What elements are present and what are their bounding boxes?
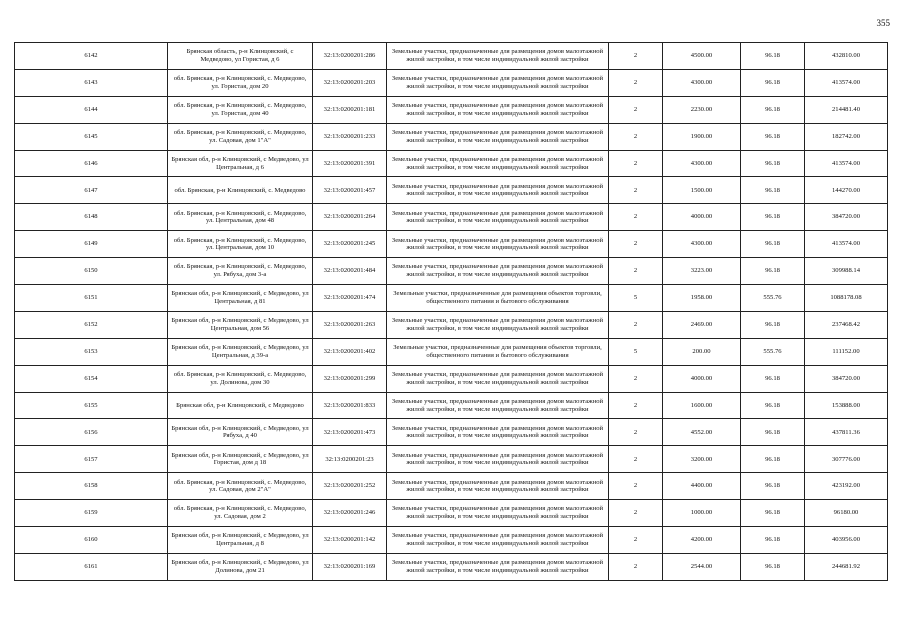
- table-row: [15, 150, 888, 177]
- land-use-cell: Земельные участки, предназначенные для размещения домов малоэтажной жилой застройки, в том числе индивидуальной жилой застройки: [387, 69, 609, 96]
- table-row: [15, 258, 888, 285]
- cadastral-value-cell: 182742.00: [805, 123, 888, 150]
- area-cell: 3223.00: [663, 258, 741, 285]
- table-row: [15, 96, 888, 123]
- cadastral-value-cell: 144270.00: [805, 177, 888, 204]
- cadastral-number-cell: 32:13:0200201:23: [313, 446, 387, 473]
- address-cell: обл. Брянская, р-н Клинцовский, с. Медведово, ул. Центральная, дом 10: [168, 231, 313, 258]
- rate-cell: 96.18: [741, 500, 805, 527]
- row-number-cell: 6144: [15, 96, 168, 123]
- address-cell: Брянская обл, р-н Клинцовский, с Медведово, ул Центральная, д 39-а: [168, 338, 313, 365]
- address-cell: Брянская обл, р-н Клинцовский, с Медведово, ул Центральная, д 8: [168, 527, 313, 554]
- cadastral-value-cell: 153888.00: [805, 392, 888, 419]
- cadastral-number-cell: 32:13:0200201:169: [313, 553, 387, 580]
- group-cell: 2: [609, 500, 663, 527]
- area-cell: 1958.00: [663, 285, 741, 312]
- area-cell: 4300.00: [663, 150, 741, 177]
- row-number-cell: 6152: [15, 311, 168, 338]
- address-cell: обл. Брянская, р-н Клинцовский, с. Медведово, ул. Садовая, дом 2: [168, 500, 313, 527]
- address-cell: Брянская обл, р-н Клинцовский, с Медведово, ул Центральная, дом 56: [168, 311, 313, 338]
- row-number-cell: 6156: [15, 419, 168, 446]
- table-row: [15, 204, 888, 231]
- group-cell: 2: [609, 177, 663, 204]
- area-cell: 4200.00: [663, 527, 741, 554]
- address-cell: обл. Брянская, р-н Клинцовский, с. Медведово, ул. Долинова, дом 30: [168, 365, 313, 392]
- cadastral-number-cell: 32:13:0200201:245: [313, 231, 387, 258]
- land-use-cell: Земельные участки, предназначенные для размещения домов малоэтажной жилой застройки, в том числе индивидуальной жилой застройки: [387, 43, 609, 70]
- area-cell: 4000.00: [663, 365, 741, 392]
- row-number-cell: 6151: [15, 285, 168, 312]
- cadastral-value-cell: 384720.00: [805, 204, 888, 231]
- rate-cell: 96.18: [741, 123, 805, 150]
- row-number-cell: 6154: [15, 365, 168, 392]
- rate-cell: 96.18: [741, 231, 805, 258]
- land-use-cell: Земельные участки, предназначенные для размещения домов малоэтажной жилой застройки, в том числе индивидуальной жилой застройки: [387, 553, 609, 580]
- rate-cell: 555.76: [741, 285, 805, 312]
- cadastral-number-cell: 32:13:0200201:391: [313, 150, 387, 177]
- rate-cell: 96.18: [741, 177, 805, 204]
- group-cell: 2: [609, 527, 663, 554]
- land-use-cell: Земельные участки, предназначенные для размещения объектов торговли, общественного питания и бытового обслуживания: [387, 285, 609, 312]
- group-cell: 2: [609, 150, 663, 177]
- area-cell: 4000.00: [663, 204, 741, 231]
- group-cell: 2: [609, 96, 663, 123]
- area-cell: 1600.00: [663, 392, 741, 419]
- area-cell: 2544.00: [663, 553, 741, 580]
- row-number-cell: 6155: [15, 392, 168, 419]
- cadastral-value-cell: 214481.40: [805, 96, 888, 123]
- cadastral-number-cell: 32:13:0200201:203: [313, 69, 387, 96]
- group-cell: 2: [609, 311, 663, 338]
- cadastral-number-cell: 32:13:0200201:833: [313, 392, 387, 419]
- cadastral-value-cell: 413574.00: [805, 150, 888, 177]
- rate-cell: 96.18: [741, 311, 805, 338]
- area-cell: 1900.00: [663, 123, 741, 150]
- row-number-cell: 6161: [15, 553, 168, 580]
- address-cell: обл. Брянская, р-н Клинцовский, с. Медведово, ул. Садовая, дом 2"А": [168, 473, 313, 500]
- cadastral-value-cell: 307776.00: [805, 446, 888, 473]
- cadastral-number-cell: 32:13:0200201:286: [313, 43, 387, 70]
- group-cell: 2: [609, 69, 663, 96]
- area-cell: 4300.00: [663, 231, 741, 258]
- address-cell: Брянская обл, р-н Клинцовский, с Медведово, ул Центральная, д 6: [168, 150, 313, 177]
- group-cell: 2: [609, 204, 663, 231]
- land-use-cell: Земельные участки, предназначенные для размещения домов малоэтажной жилой застройки, в том числе индивидуальной жилой застройки: [387, 204, 609, 231]
- group-cell: 5: [609, 338, 663, 365]
- area-cell: 4300.00: [663, 69, 741, 96]
- table-row: [15, 177, 888, 204]
- row-number-cell: 6153: [15, 338, 168, 365]
- table-row: [15, 231, 888, 258]
- address-cell: обл. Брянская, р-н Клинцовский, с. Медведово, ул. Гористая, дом 20: [168, 69, 313, 96]
- address-cell: Брянская обл, р-н Клинцовский, с Медведово, ул Гористая, дом д 18: [168, 446, 313, 473]
- cadastral-number-cell: 32:13:0200201:246: [313, 500, 387, 527]
- area-cell: 2230.00: [663, 96, 741, 123]
- address-cell: обл. Брянская, р-н Клинцовский, с. Медведово, ул. Центральная, дом 48: [168, 204, 313, 231]
- rate-cell: 96.18: [741, 365, 805, 392]
- cadastral-value-cell: 423192.00: [805, 473, 888, 500]
- address-cell: обл. Брянская, р-н Клинцовский, с. Медведово, ул. Садовая, дом 1"А": [168, 123, 313, 150]
- row-number-cell: 6143: [15, 69, 168, 96]
- row-number-cell: 6158: [15, 473, 168, 500]
- group-cell: 5: [609, 285, 663, 312]
- area-cell: 3200.00: [663, 446, 741, 473]
- group-cell: 2: [609, 419, 663, 446]
- table-row: [15, 43, 888, 70]
- cadastral-number-cell: 32:13:0200201:264: [313, 204, 387, 231]
- rate-cell: 555.76: [741, 338, 805, 365]
- cadastral-value-cell: 96180.00: [805, 500, 888, 527]
- land-use-cell: Земельные участки, предназначенные для размещения домов малоэтажной жилой застройки, в том числе индивидуальной жилой застройки: [387, 177, 609, 204]
- cadastral-value-cell: 1088178.08: [805, 285, 888, 312]
- row-number-cell: 6160: [15, 527, 168, 554]
- table-row: [15, 311, 888, 338]
- cadastral-number-cell: 32:13:0200201:233: [313, 123, 387, 150]
- cadastral-number-cell: 32:13:0200201:263: [313, 311, 387, 338]
- rate-cell: 96.18: [741, 150, 805, 177]
- group-cell: 2: [609, 123, 663, 150]
- rate-cell: 96.18: [741, 96, 805, 123]
- cadastral-value-cell: 437811.36: [805, 419, 888, 446]
- table-row: [15, 419, 888, 446]
- page-number: 355: [876, 18, 890, 28]
- table-row: [15, 365, 888, 392]
- land-use-cell: Земельные участки, предназначенные для размещения домов малоэтажной жилой застройки, в том числе индивидуальной жилой застройки: [387, 392, 609, 419]
- cadastral-number-cell: 32:13:0200201:474: [313, 285, 387, 312]
- cadastral-number-cell: 32:13:0200201:484: [313, 258, 387, 285]
- area-cell: 1500.00: [663, 177, 741, 204]
- area-cell: 1000.00: [663, 500, 741, 527]
- land-use-cell: Земельные участки, предназначенные для размещения домов малоэтажной жилой застройки, в том числе индивидуальной жилой застройки: [387, 311, 609, 338]
- land-use-cell: Земельные участки, предназначенные для размещения домов малоэтажной жилой застройки, в том числе индивидуальной жилой застройки: [387, 473, 609, 500]
- address-cell: обл. Брянская, р-н Клинцовский, с. Медведово: [168, 177, 313, 204]
- land-registry-table: [14, 42, 888, 581]
- table-body: [15, 43, 888, 581]
- rate-cell: 96.18: [741, 43, 805, 70]
- row-number-cell: 6150: [15, 258, 168, 285]
- cadastral-number-cell: 32:13:0200201:142: [313, 527, 387, 554]
- land-use-cell: Земельные участки, предназначенные для размещения домов малоэтажной жилой застройки, в том числе индивидуальной жилой застройки: [387, 231, 609, 258]
- land-use-cell: Земельные участки, предназначенные для размещения домов малоэтажной жилой застройки, в том числе индивидуальной жилой застройки: [387, 500, 609, 527]
- cadastral-value-cell: 403956.00: [805, 527, 888, 554]
- address-cell: Брянская обл, р-н Клинцовский, с Медведово, ул Центральная, д 81: [168, 285, 313, 312]
- cadastral-number-cell: 32:13:0200201:252: [313, 473, 387, 500]
- rate-cell: 96.18: [741, 473, 805, 500]
- land-use-cell: Земельные участки, предназначенные для размещения домов малоэтажной жилой застройки, в том числе индивидуальной жилой застройки: [387, 150, 609, 177]
- area-cell: 4400.00: [663, 473, 741, 500]
- group-cell: 2: [609, 392, 663, 419]
- cadastral-value-cell: 413574.00: [805, 69, 888, 96]
- land-use-cell: Земельные участки, предназначенные для размещения объектов торговли, общественного питания и бытового обслуживания: [387, 338, 609, 365]
- table-row: [15, 553, 888, 580]
- cadastral-value-cell: 237468.42: [805, 311, 888, 338]
- table-row: [15, 473, 888, 500]
- rate-cell: 96.18: [741, 419, 805, 446]
- row-number-cell: 6145: [15, 123, 168, 150]
- row-number-cell: 6148: [15, 204, 168, 231]
- group-cell: 2: [609, 365, 663, 392]
- group-cell: 2: [609, 231, 663, 258]
- cadastral-value-cell: 384720.00: [805, 365, 888, 392]
- land-use-cell: Земельные участки, предназначенные для размещения домов малоэтажной жилой застройки, в том числе индивидуальной жилой застройки: [387, 258, 609, 285]
- cadastral-value-cell: 413574.00: [805, 231, 888, 258]
- table-row: [15, 338, 888, 365]
- land-use-cell: Земельные участки, предназначенные для размещения домов малоэтажной жилой застройки, в том числе индивидуальной жилой застройки: [387, 527, 609, 554]
- address-cell: обл. Брянская, р-н Клинцовский, с. Медведово, ул. Рябуха, дом 3-а: [168, 258, 313, 285]
- cadastral-number-cell: 32:13:0200201:473: [313, 419, 387, 446]
- cadastral-value-cell: 432810.00: [805, 43, 888, 70]
- rate-cell: 96.18: [741, 392, 805, 419]
- address-cell: Брянская область, р-н Клинцовский, с Медведово, ул Гористая, д 6: [168, 43, 313, 70]
- rate-cell: 96.18: [741, 69, 805, 96]
- address-cell: обл. Брянская, р-н Клинцовский, с. Медведово, ул. Гористая, дом 40: [168, 96, 313, 123]
- cadastral-value-cell: 111152.00: [805, 338, 888, 365]
- row-number-cell: 6157: [15, 446, 168, 473]
- cadastral-number-cell: 32:13:0200201:181: [313, 96, 387, 123]
- rate-cell: 96.18: [741, 204, 805, 231]
- group-cell: 2: [609, 553, 663, 580]
- land-use-cell: Земельные участки, предназначенные для размещения домов малоэтажной жилой застройки, в том числе индивидуальной жилой застройки: [387, 419, 609, 446]
- cadastral-number-cell: 32:13:0200201:299: [313, 365, 387, 392]
- rate-cell: 96.18: [741, 527, 805, 554]
- address-cell: Брянская обл, р-н Клинцовский, с Медведово: [168, 392, 313, 419]
- area-cell: 200.00: [663, 338, 741, 365]
- cadastral-number-cell: 32:13:0200201:457: [313, 177, 387, 204]
- land-use-cell: Земельные участки, предназначенные для размещения домов малоэтажной жилой застройки, в том числе индивидуальной жилой застройки: [387, 446, 609, 473]
- area-cell: 4500.00: [663, 43, 741, 70]
- land-use-cell: Земельные участки, предназначенные для размещения домов малоэтажной жилой застройки, в том числе индивидуальной жилой застройки: [387, 365, 609, 392]
- group-cell: 2: [609, 446, 663, 473]
- table-row: [15, 392, 888, 419]
- row-number-cell: 6146: [15, 150, 168, 177]
- table-row: [15, 69, 888, 96]
- area-cell: 4552.00: [663, 419, 741, 446]
- group-cell: 2: [609, 473, 663, 500]
- rate-cell: 96.18: [741, 258, 805, 285]
- address-cell: Брянская обл, р-н Клинцовский, с Медведово, ул Рябуха, д 40: [168, 419, 313, 446]
- group-cell: 2: [609, 258, 663, 285]
- area-cell: 2469.00: [663, 311, 741, 338]
- land-use-cell: Земельные участки, предназначенные для размещения домов малоэтажной жилой застройки, в том числе индивидуальной жилой застройки: [387, 96, 609, 123]
- table-row: [15, 446, 888, 473]
- group-cell: 2: [609, 43, 663, 70]
- table-row: [15, 123, 888, 150]
- table-row: [15, 527, 888, 554]
- row-number-cell: 6159: [15, 500, 168, 527]
- address-cell: Брянская обл, р-н Клинцовский, с Медведово, ул Долинова, дом 21: [168, 553, 313, 580]
- cadastral-value-cell: 309988.14: [805, 258, 888, 285]
- table-row: [15, 285, 888, 312]
- cadastral-value-cell: 244681.92: [805, 553, 888, 580]
- row-number-cell: 6149: [15, 231, 168, 258]
- row-number-cell: 6142: [15, 43, 168, 70]
- land-use-cell: Земельные участки, предназначенные для размещения домов малоэтажной жилой застройки, в том числе индивидуальной жилой застройки: [387, 123, 609, 150]
- cadastral-number-cell: 32:13:0200201:402: [313, 338, 387, 365]
- rate-cell: 96.18: [741, 446, 805, 473]
- rate-cell: 96.18: [741, 553, 805, 580]
- table-row: [15, 500, 888, 527]
- row-number-cell: 6147: [15, 177, 168, 204]
